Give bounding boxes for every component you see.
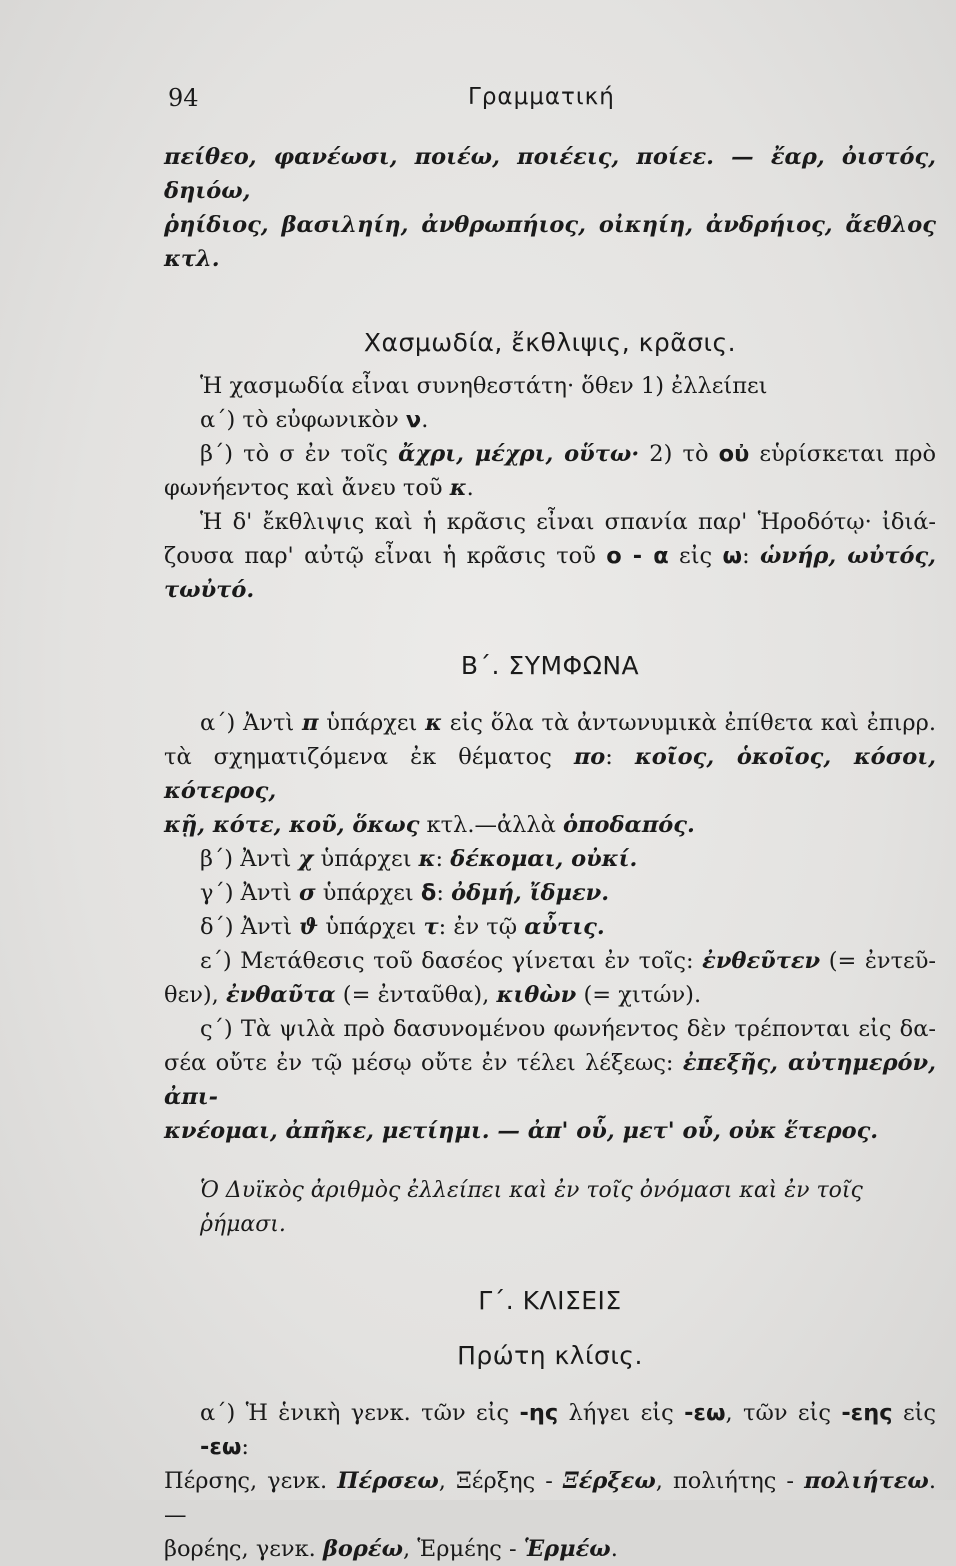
- bold-letter: ν: [405, 407, 422, 433]
- dual-number-note: Ὁ Δυϊκὸς ἀριθμὸς ἐλλείπει καὶ ἐν τοῖς ὀνόμασι καὶ ἐν τοῖς ῥήμασι.: [200, 1178, 863, 1237]
- item-a: α΄) Ἀντὶ π ὑπάρχει κ εἰς ὅλα τὰ ἀντωνυμικὰ ἐπίθετα καὶ ἐπιρρ.: [200, 710, 936, 736]
- declension-line: α΄) Ἡ ἑνικὴ γενκ. τῶν εἰς -ης λήγει εἰς -εω, τῶν εἰς -εης εἰς -εω:: [200, 1400, 937, 1460]
- text-line: [164, 208, 936, 276]
- example-words: αὖτις.: [524, 914, 605, 940]
- example-words: ἐπεξῆς, αὐτημερόν, ἀπι-: [164, 1050, 936, 1110]
- item-f-continued: [164, 1114, 936, 1148]
- section-heading-declensions: Γ΄. ΚΛΙΣΕΙΣ: [478, 1286, 622, 1315]
- page-number: 94: [168, 84, 199, 112]
- example-words: βορέω: [322, 1536, 403, 1562]
- paragraph-line: Ἡ χασμωδία εἶναι συνηθεστάτη· ὅθεν 1) ἐλλείπει: [200, 373, 768, 399]
- paragraph-line: ζουσα παρ' αὐτῷ εἶναι ἡ κρᾶσις τοῦ ο - α εἰς ω: ὡνήρ, ωὐτός, τωὐτό.: [164, 543, 936, 603]
- example-words: πείθεο, φανέωσι, ποιέω, ποιέεις, ποίεε. — ἔαρ, ὀιστός, δηιόω,: [164, 144, 936, 204]
- example-words: Πέρσεω: [337, 1468, 439, 1494]
- example-words: ὁποδαπός.: [563, 812, 695, 838]
- running-title: Γραμματική: [468, 84, 615, 110]
- page-body: [164, 140, 936, 1566]
- example-words: κνέομαι, ἀπῆκε, μετίημι. — ἀπ' οὗ, μετ' οὗ, οὐκ ἕτερος.: [164, 1118, 879, 1144]
- bold-letter: ω: [722, 543, 743, 569]
- bold-word: οὐ: [718, 441, 750, 467]
- example-words: Ἑρμέω: [523, 1536, 611, 1562]
- item-f-continued: σέα οὔτε ἐν τῷ μέσῳ οὔτε ἐν τέλει λέξεως: ἐπεξῆς, αὐτημερόν, ἀπι-: [164, 1050, 936, 1110]
- text-line: [164, 140, 936, 208]
- item-a-continued: κῇ, κότε, κοῦ, ὅκως κτλ.—ἀλλὰ ὁποδαπός.: [164, 812, 695, 838]
- example-words: ὡνήρ, ωὐτός, τωὐτό.: [164, 543, 936, 603]
- item-d: δ΄) Ἀντὶ ϑ ὑπάρχει τ: ἐν τῷ αὖτις.: [200, 914, 605, 940]
- item-a-continued: τὰ σχηματιζόμενα ἐκ θέματος πο: κοῖος, ὁκοῖος, κόσοι, κότερος,: [164, 744, 937, 804]
- example-words: κιθὼν: [496, 982, 577, 1008]
- example-words: ἐνθαῦτα: [225, 982, 336, 1008]
- item-b: β΄) Ἀντὶ χ ὑπάρχει κ: δέκομαι, οὐκί.: [200, 846, 638, 872]
- declension-line: Πέρσης, γενκ. Πέρσεω, Ξέρξης - Ξέρξεω, πολιήτης - πολιήτεω. —: [164, 1468, 936, 1528]
- example-words: δέκομαι, οὐκί.: [450, 846, 638, 872]
- example-words: ὀδμή, ἴδμεν.: [451, 880, 610, 906]
- section-heading-consonants: Β΄. ΣΥΜΦΩΝΑ: [460, 651, 640, 680]
- bold-letter: κ: [449, 475, 467, 501]
- example-words: Ξέρξεω: [562, 1468, 656, 1494]
- section-heading-hiatus: Χασμωδία, ἔκθλιψις, κρᾶσις.: [363, 328, 737, 357]
- example-words: ἐνθεῦτεν: [702, 948, 821, 974]
- item-e: ε΄) Μετάθεσις τοῦ δασέος γίνεται ἐν τοῖς: ἐνθεῦτεν (= ἐντεῦ-: [200, 948, 936, 974]
- page-header: [168, 84, 928, 114]
- example-words: κοῖος, ὁκοῖος, κόσοι, κότερος,: [164, 744, 937, 804]
- example-words: πολιήτεω: [804, 1468, 929, 1494]
- example-words: ῥηίδιος, βασιληίη, ἀνθρωπήιος, οἰκηίη, ἀνδρήιος, ἄεθλος κτλ.: [164, 212, 936, 272]
- example-words: ἄχρι, μέχρι, οὕτω·: [398, 441, 640, 467]
- item-f: ς΄) Τὰ ψιλὰ πρὸ δασυνομένου φωνήεντος δὲν τρέπονται εἰς δα-: [200, 1016, 936, 1042]
- paragraph-line: Ἡ δ' ἔκθλιψις καὶ ἡ κρᾶσις εἶναι σπανία παρ' Ἡροδότῳ· ἰδιά-: [200, 509, 936, 535]
- item-a: α΄) τὸ εὐφωνικὸν ν.: [200, 407, 429, 433]
- item-e-continued: θεν), ἐνθαῦτα (= ἐνταῦθα), κιθὼν (= χιτών).: [164, 982, 702, 1008]
- item-b-continued: φωνήεντος καὶ ἄνευ τοῦ κ.: [164, 475, 474, 501]
- subheading-first-declension: Πρώτη κλίσις.: [457, 1341, 643, 1370]
- item-c: γ΄) Ἀντὶ σ ὑπάρχει δ: ὀδμή, ἴδμεν.: [200, 880, 610, 906]
- item-b: β΄) τὸ σ ἐν τοῖς ἄχρι, μέχρι, οὕτω· 2) τὸ οὐ εὑρίσκεται πρὸ: [200, 441, 936, 467]
- bold-letters: ο - α: [606, 543, 669, 569]
- example-words: κῇ, κότε, κοῦ, ὅκως: [164, 812, 420, 838]
- declension-line: βορέης, γενκ. βορέω, Ἑρμέης - Ἑρμέω.: [164, 1536, 618, 1562]
